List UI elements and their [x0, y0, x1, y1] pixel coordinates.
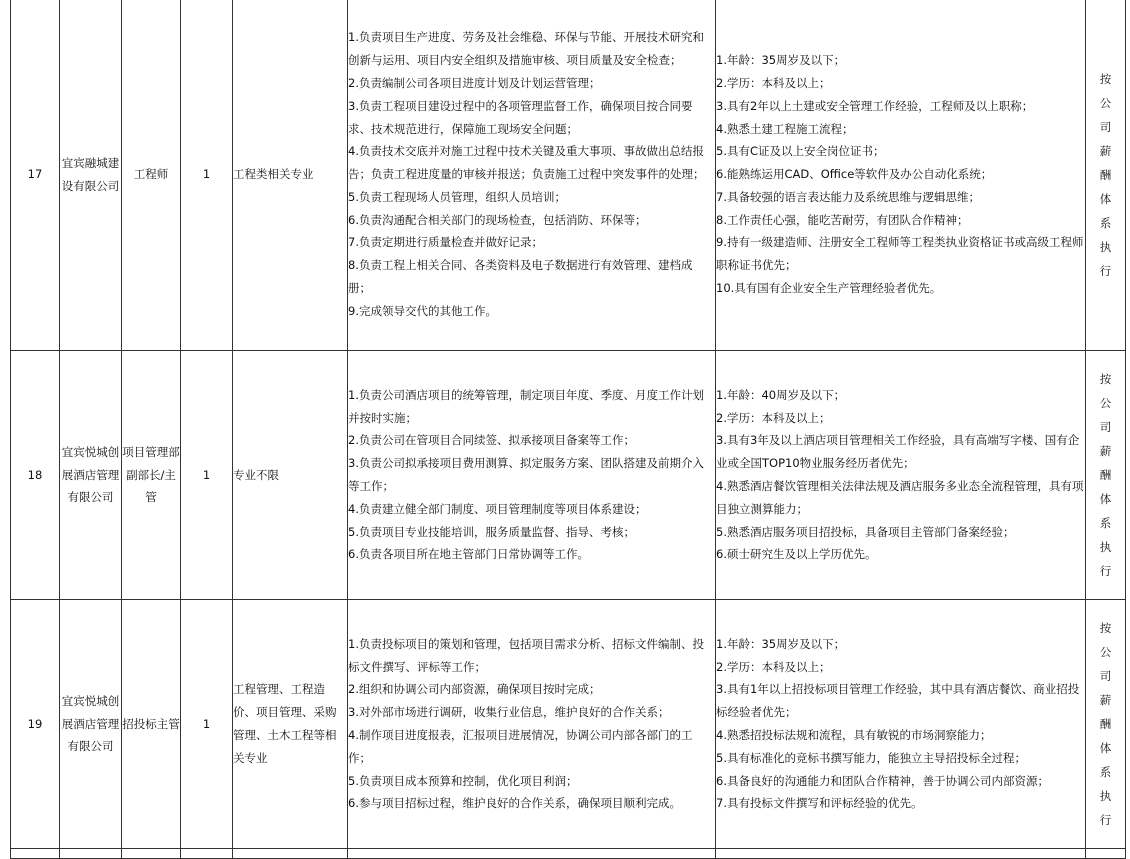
duty-item: 4.制作项目进度报表，汇报项目进展情况，协调公司内部各部门的工作；	[348, 728, 693, 765]
requirement-item: 1.年龄：35周岁及以下；	[716, 53, 846, 68]
duty-item: 1.负责项目生产进度、劳务及社会维稳、环保与节能、开展技术研究和创新与运用、项目内安全组织及措施审核、项目质量及安全检查；	[348, 30, 704, 68]
duty-item: 4.负责技术交底并对施工过程中技术关键及重大事项、事故做出总结报告；负责工程进度量的审核并报送；负责施工过程中突发事件的处理；	[348, 144, 705, 182]
position-title: 工程师	[122, 0, 181, 351]
row-number: 17	[11, 0, 60, 351]
salary-cell	[1086, 600, 1126, 849]
duty-item: 2.组织和协调公司内部资源，确保项目按时完成；	[348, 682, 601, 697]
requirement-item: 6.能熟练运用CAD、Office等软件及办公自动化系统；	[716, 167, 993, 182]
requirement-item: 1.年龄：40周岁及以下；	[716, 387, 846, 402]
requirements-cell	[716, 600, 1086, 849]
duty-item: 5.负责项目成本预算和控制，优化项目利润；	[348, 773, 578, 788]
duty-item: 4.负责建立健全部门制度、项目管理制度等项目体系建设；	[348, 501, 647, 516]
requirement-item: 3.具有2年以上土建或安全管理工作经验，工程师及以上职称；	[716, 98, 1034, 113]
salary-text: 按公司薪酬体系执行	[1099, 621, 1112, 827]
headcount: 1	[181, 351, 233, 600]
salary-text: 按公司薪酬体系执行	[1099, 372, 1112, 578]
company-name: 宜宾融城建设有限公司	[60, 0, 122, 351]
major-requirement: 工程管理、工程造价、项目管理、采购管理、土木工程等相关专业	[233, 600, 348, 849]
duties-cell	[348, 600, 716, 849]
table-row-continuation	[11, 849, 1126, 859]
requirement-item: 7.具有投标文件撰写和评标经验的优先。	[716, 796, 923, 811]
salary-cell	[1086, 0, 1126, 351]
duties-cell	[348, 351, 716, 600]
requirement-item: 2.学历：本科及以上；	[716, 659, 831, 674]
position-title: 项目管理部副部长/主管	[122, 351, 181, 600]
row-number: 18	[11, 351, 60, 600]
requirement-item: 10.具有国有企业安全生产管理经验者优先。	[716, 281, 942, 296]
requirement-item: 2.学历：本科及以上；	[716, 410, 831, 425]
requirement-item: 5.具有C证及以上安全岗位证书；	[716, 144, 885, 159]
row-number: 19	[11, 600, 60, 849]
duty-item: 3.负责工程项目建设过程中的各项管理监督工作，确保项目按合同要求、技术规范进行，保障施工现场安全问题；	[348, 98, 693, 136]
position-title: 招投标主管	[122, 600, 181, 849]
requirements-cell	[716, 351, 1086, 600]
duty-item: 2.负责编制公司各项目进度计划及计划运营管理；	[348, 75, 601, 90]
duty-item: 8.负责工程上相关合同、各类资料及电子数据进行有效管理、建档成册；	[348, 258, 693, 296]
headcount: 1	[181, 0, 233, 351]
requirement-item: 7.具备较强的语言表达能力及系统思维与逻辑思维；	[716, 189, 980, 204]
requirement-item: 4.熟悉招投标法规和流程，具有敏锐的市场洞察能力；	[716, 728, 992, 742]
duty-item: 3.负责公司拟承接项目费用测算、拟定服务方案、团队搭建及前期介入等工作；	[348, 456, 704, 493]
requirements-cell	[716, 0, 1086, 351]
duty-item: 3.对外部市场进行调研，收集行业信息，维护良好的合作关系；	[348, 705, 670, 720]
duties-cell	[348, 0, 716, 351]
duty-item: 9.完成领导交代的其他工作。	[348, 303, 497, 318]
requirement-item: 5.熟悉酒店服务项目招投标，具备项目主管部门备案经验；	[716, 524, 1015, 539]
duty-item: 1.负责投标项目的策划和管理，包括项目需求分析、招标文件编制、投标文件撰写、评标等工作；	[348, 636, 704, 674]
table-row	[11, 600, 1126, 849]
duty-item: 6.参与项目招标过程，维护良好的合作关系，确保项目顺利完成。	[348, 796, 681, 811]
duty-item: 5.负责项目专业技能培训，服务质量监督、指导、考核；	[348, 524, 635, 539]
requirement-item: 5.具有标准化的竞标书撰写能力，能独立主导招投标全过程；	[716, 750, 1026, 765]
duty-item: 5.负责工程现场人员管理，组织人员培训；	[348, 189, 566, 204]
requirement-item: 3.具有3年及以上酒店项目管理相关工作经验，具有高端写字楼、国有企业或全国TOP10物业服务经历者优先；	[716, 433, 1080, 471]
headcount: 1	[181, 600, 233, 849]
duty-item: 6.负责各项目所在地主管部门日常协调等工作。	[348, 547, 589, 562]
requirement-item: 8.工作责任心强，能吃苦耐劳，有团队合作精神；	[716, 212, 969, 227]
requirement-item: 1.年龄：35周岁及以下；	[716, 636, 846, 651]
major-requirement: 工程类相关专业	[233, 0, 348, 351]
requirement-item: 9.持有一级建造师、注册安全工程师等工程类执业资格证书或高级工程师职称证书优先；	[716, 235, 1084, 273]
duty-item: 1.负责公司酒店项目的统筹管理，制定项目年度、季度、月度工作计划并按时实施；	[348, 387, 704, 425]
table-row	[11, 0, 1126, 351]
salary-text: 按公司薪酬体系执行	[1099, 71, 1112, 278]
requirement-item: 6.硕士研究生及以上学历优先。	[716, 547, 877, 562]
major-requirement: 专业不限	[233, 351, 348, 600]
salary-cell	[1086, 351, 1126, 600]
requirement-item: 6.具备良好的沟通能力和团队合作精神，善于协调公司内部资源；	[716, 773, 1049, 788]
requirement-item: 4.熟悉土建工程施工流程；	[716, 121, 854, 136]
company-name: 宜宾悦城创展酒店管理有限公司	[60, 600, 122, 849]
company-name: 宜宾悦城创展酒店管理有限公司	[60, 351, 122, 600]
requirement-item: 3.具有1年以上招投标项目管理工作经验，其中具有酒店餐饮、商业招投标经验者优先；	[716, 682, 1080, 720]
table-row	[11, 351, 1126, 600]
requirement-item: 2.学历：本科及以上；	[716, 75, 831, 90]
job-table	[10, 0, 1126, 859]
duty-item: 2.负责公司在管项目合同续签、拟承接项目备案等工作；	[348, 433, 635, 448]
duty-item: 6.负责沟通配合相关部门的现场检查，包括消防、环保等；	[348, 212, 647, 227]
requirement-item: 4.熟悉酒店餐饮管理相关法律法规及酒店服务多业态全流程管理，具有项目独立测算能力；	[716, 479, 1084, 516]
duty-item: 7.负责定期进行质量检查并做好记录；	[348, 235, 543, 250]
